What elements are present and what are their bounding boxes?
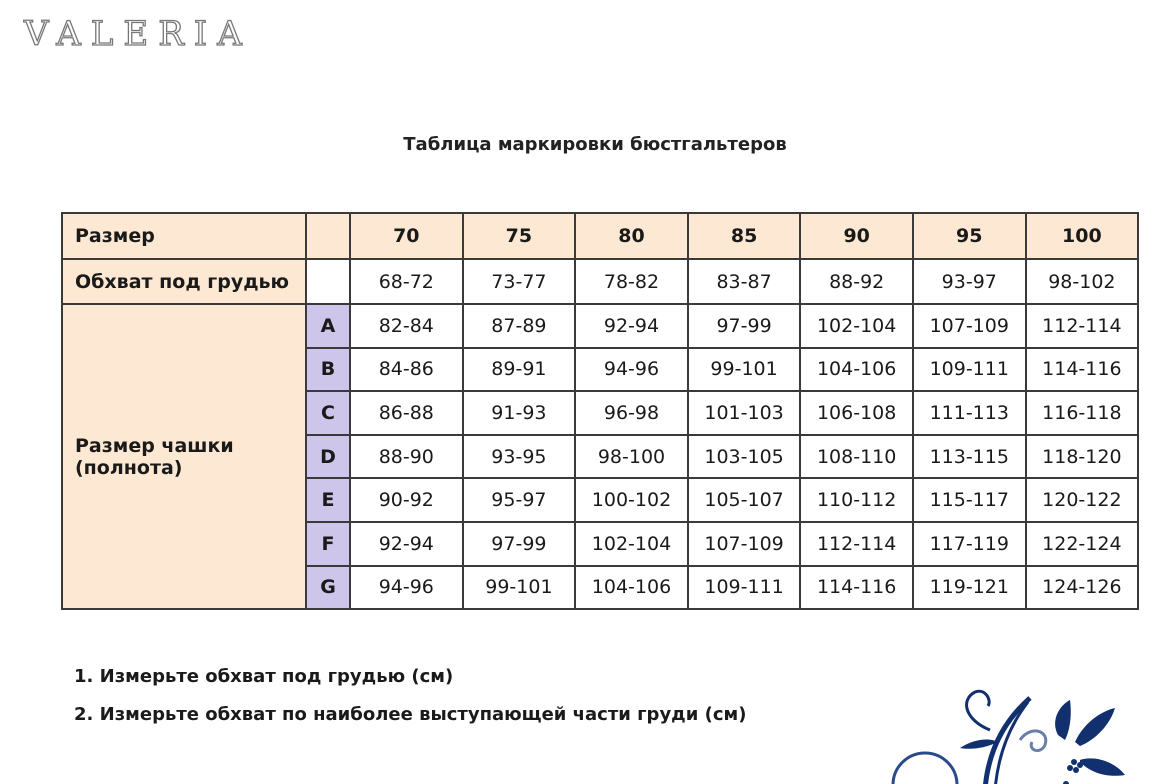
cup-letter-cell: F bbox=[306, 522, 350, 566]
cup-label-line1: Размер чашки bbox=[75, 434, 234, 457]
bust-range-cell: 120-122 bbox=[1026, 478, 1139, 522]
bust-range-cell: 102-104 bbox=[575, 522, 688, 566]
cup-row bbox=[62, 304, 1138, 348]
bust-range-cell: 89-91 bbox=[463, 348, 576, 392]
underbust-cell: 88-92 bbox=[800, 259, 913, 304]
bust-range-cell: 122-124 bbox=[1026, 522, 1139, 566]
bust-range-cell: 86-88 bbox=[350, 391, 463, 435]
underbust-cell: 93-97 bbox=[913, 259, 1026, 304]
bust-range-cell: 114-116 bbox=[800, 566, 913, 610]
underbust-cell: 83-87 bbox=[688, 259, 801, 304]
size-header-cell: 100 bbox=[1026, 213, 1139, 259]
bust-range-cell: 96-98 bbox=[575, 391, 688, 435]
bust-range-cell: 106-108 bbox=[800, 391, 913, 435]
bust-range-cell: 101-103 bbox=[688, 391, 801, 435]
instruction-2: 2. Измерьте обхват по наиболее выступающей части груди (см) bbox=[74, 704, 747, 725]
bust-range-cell: 111-113 bbox=[913, 391, 1026, 435]
bust-range-cell: 108-110 bbox=[800, 435, 913, 479]
bust-range-cell: 100-102 bbox=[575, 478, 688, 522]
cup-label-line2: (полнота) bbox=[75, 456, 183, 479]
cup-size-label-cell bbox=[62, 304, 306, 609]
cup-letter-cell: C bbox=[306, 391, 350, 435]
size-header-cell: 95 bbox=[913, 213, 1026, 259]
bust-range-cell: 104-106 bbox=[800, 348, 913, 392]
cup-letter-cell: D bbox=[306, 435, 350, 479]
bust-range-cell: 92-94 bbox=[575, 304, 688, 348]
bust-range-cell: 107-109 bbox=[688, 522, 801, 566]
size-header-cell: 90 bbox=[800, 213, 913, 259]
cup-letter-cell: E bbox=[306, 478, 350, 522]
brand-logo: VALERIA bbox=[24, 14, 252, 54]
bust-range-cell: 109-111 bbox=[688, 566, 801, 610]
empty-cell bbox=[306, 213, 350, 259]
underbust-cell: 98-102 bbox=[1026, 259, 1139, 304]
page-title: Таблица маркировки бюстгальтеров bbox=[403, 134, 787, 155]
size-table bbox=[61, 212, 1139, 610]
bust-range-cell: 118-120 bbox=[1026, 435, 1139, 479]
bust-range-cell: 93-95 bbox=[463, 435, 576, 479]
bust-range-cell: 110-112 bbox=[800, 478, 913, 522]
size-header-cell: 75 bbox=[463, 213, 576, 259]
bust-range-cell: 113-115 bbox=[913, 435, 1026, 479]
size-header-cell: 70 bbox=[350, 213, 463, 259]
bust-range-cell: 102-104 bbox=[800, 304, 913, 348]
bust-range-cell: 94-96 bbox=[350, 566, 463, 610]
bust-range-cell: 112-114 bbox=[1026, 304, 1139, 348]
size-header-cell: 80 bbox=[575, 213, 688, 259]
underbust-row bbox=[62, 259, 1138, 304]
bust-range-cell: 99-101 bbox=[463, 566, 576, 610]
bust-range-cell: 87-89 bbox=[463, 304, 576, 348]
size-label-cell: Размер bbox=[62, 213, 306, 259]
bust-range-cell: 115-117 bbox=[913, 478, 1026, 522]
bust-range-cell: 97-99 bbox=[688, 304, 801, 348]
underbust-cell: 68-72 bbox=[350, 259, 463, 304]
size-header-row bbox=[62, 213, 1138, 259]
size-header-cell: 85 bbox=[688, 213, 801, 259]
bust-range-cell: 84-86 bbox=[350, 348, 463, 392]
cup-letter-cell: A bbox=[306, 304, 350, 348]
bust-range-cell: 88-90 bbox=[350, 435, 463, 479]
bust-range-cell: 95-97 bbox=[463, 478, 576, 522]
empty-cell bbox=[306, 259, 350, 304]
bust-range-cell: 82-84 bbox=[350, 304, 463, 348]
underbust-cell: 78-82 bbox=[575, 259, 688, 304]
bust-range-cell: 97-99 bbox=[463, 522, 576, 566]
bust-range-cell: 124-126 bbox=[1026, 566, 1139, 610]
bust-range-cell: 119-121 bbox=[913, 566, 1026, 610]
bust-range-cell: 98-100 bbox=[575, 435, 688, 479]
bust-range-cell: 94-96 bbox=[575, 348, 688, 392]
bust-range-cell: 107-109 bbox=[913, 304, 1026, 348]
bust-range-cell: 104-106 bbox=[575, 566, 688, 610]
bust-range-cell: 109-111 bbox=[913, 348, 1026, 392]
bust-range-cell: 105-107 bbox=[688, 478, 801, 522]
bust-range-cell: 92-94 bbox=[350, 522, 463, 566]
cup-letter-cell: G bbox=[306, 566, 350, 610]
bust-range-cell: 116-118 bbox=[1026, 391, 1139, 435]
bust-range-cell: 117-119 bbox=[913, 522, 1026, 566]
bust-range-cell: 103-105 bbox=[688, 435, 801, 479]
underbust-cell: 73-77 bbox=[463, 259, 576, 304]
bust-range-cell: 112-114 bbox=[800, 522, 913, 566]
instructions bbox=[74, 666, 746, 742]
cup-letter-cell: B bbox=[306, 348, 350, 392]
bust-range-cell: 90-92 bbox=[350, 478, 463, 522]
floral-ornament-icon bbox=[880, 680, 1173, 784]
bust-range-cell: 99-101 bbox=[688, 348, 801, 392]
instruction-1: 1. Измерьте обхват под грудью (см) bbox=[74, 666, 454, 687]
bust-range-cell: 114-116 bbox=[1026, 348, 1139, 392]
underbust-label-cell: Обхват под грудью bbox=[62, 259, 306, 304]
bust-range-cell: 91-93 bbox=[463, 391, 576, 435]
